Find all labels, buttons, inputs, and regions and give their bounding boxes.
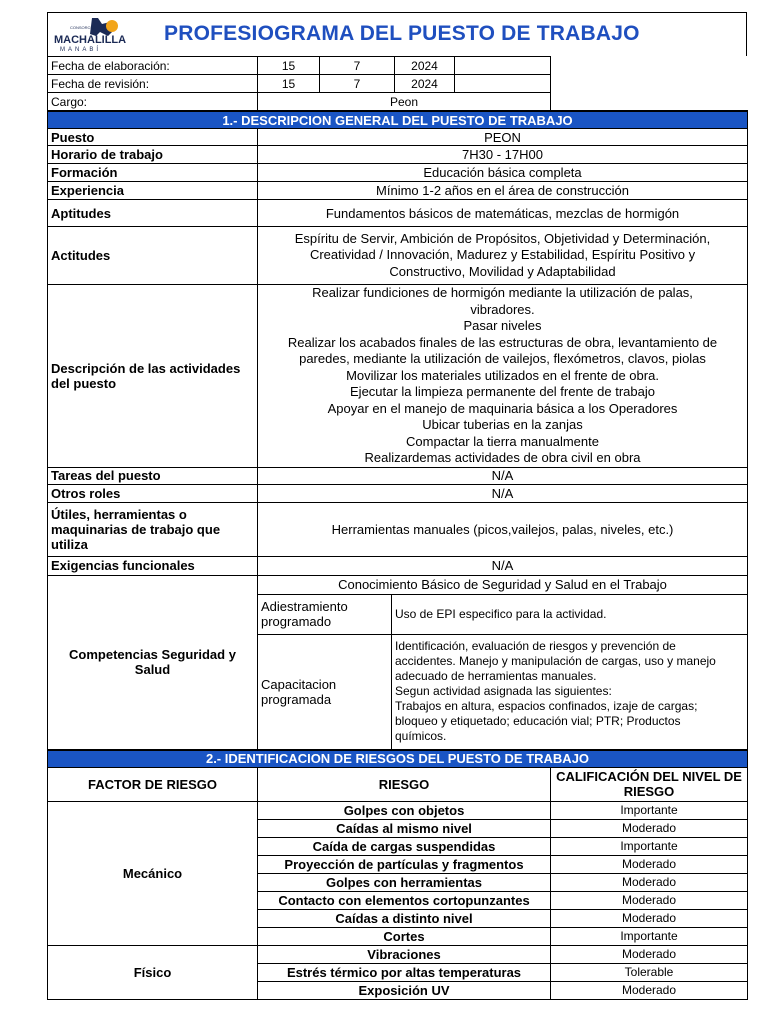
- tareas-label: Tareas del puesto: [48, 467, 258, 484]
- section1-title: 1.- DESCRIPCION GENERAL DEL PUESTO DE TRABAJO: [48, 112, 748, 129]
- elaboracion-year: 2024: [395, 57, 455, 75]
- risk-level: Importante: [551, 837, 748, 855]
- aptitudes-label: Aptitudes: [48, 200, 258, 227]
- risk-level: Moderado: [551, 819, 748, 837]
- risk-name: Caídas a distinto nivel: [258, 909, 551, 927]
- competencias-label: Competencias Seguridad y Salud: [48, 575, 258, 749]
- col-calificacion: CALIFICACIÓN DEL NIVEL DE RIESGO: [551, 767, 748, 801]
- descripcion-label: Descripción de las actividades del puesto: [48, 285, 258, 468]
- risk-level: Moderado: [551, 909, 748, 927]
- capacitacion-label: Capacitacion programada: [258, 634, 392, 749]
- col-factor: FACTOR DE RIESGO: [48, 767, 258, 801]
- actitudes-label: Actitudes: [48, 227, 258, 285]
- revision-label: Fecha de revisión:: [48, 75, 258, 93]
- risk-name: Proyección de partículas y fragmentos: [258, 855, 551, 873]
- description-table: [47, 111, 748, 750]
- risk-level: Tolerable: [551, 963, 748, 981]
- risk-level: Moderado: [551, 873, 748, 891]
- experiencia-label: Experiencia: [48, 182, 258, 200]
- revision-day: 15: [258, 75, 320, 93]
- table-row: [48, 945, 748, 963]
- elaboracion-label: Fecha de elaboración:: [48, 57, 258, 75]
- svg-text:MANABÍ: MANABÍ: [60, 47, 102, 53]
- tareas-value: N/A: [258, 467, 748, 484]
- elaboracion-row: [48, 57, 748, 75]
- risk-level: Moderado: [551, 981, 748, 999]
- otros-label: Otros roles: [48, 484, 258, 502]
- adiestramiento-value: Uso de EPI especifico para la actividad.: [392, 594, 748, 634]
- puesto-value: PEON: [258, 129, 748, 146]
- risk-name: Vibraciones: [258, 945, 551, 963]
- risk-level: Importante: [551, 801, 748, 819]
- horario-value: 7H30 - 17H00: [258, 146, 748, 164]
- otros-value: N/A: [258, 484, 748, 502]
- risk-level: Moderado: [551, 855, 748, 873]
- profesiograma-sheet: [47, 12, 747, 1000]
- revision-month: 7: [320, 75, 395, 93]
- descripcion-value: Realizar fundiciones de hormigón mediante la utilización de palas, vibradores. Pasar niveles Realizar los acabados finales de las estructuras de obra, levantamiento de paredes, mediante la utilización de vailejos, flexómetros, clavos, piolas Movilizar los materiales utilizados en el frente de obra. Ejecutar la limpieza permanente del frente de trabajo Apoyar en el manejo de maquinaria básica a los Operadores Ubicar tuberias en la zanjas Compactar la tierra manualmente Realizardemas actividades de obra civil en obra: [258, 285, 748, 468]
- document-header: [47, 12, 747, 56]
- table-row: [48, 801, 748, 819]
- svg-text:CONSORCIO: CONSORCIO: [70, 25, 95, 30]
- revision-year: 2024: [395, 75, 455, 93]
- risk-name: Golpes con herramientas: [258, 873, 551, 891]
- actitudes-value: Espíritu de Servir, Ambición de Propósitos, Objetividad y Determinación, Creatividad / Innovación, Madurez y Estabilidad, Espíritu Positivo y Constructivo, Movilidad y Adaptabilidad: [258, 227, 748, 285]
- risk-name: Caída de cargas suspendidas: [258, 837, 551, 855]
- utiles-label: Útiles, herramientas o maquinarias de trabajo que utiliza: [48, 502, 258, 556]
- experiencia-value: Mínimo 1-2 años en el área de construcción: [258, 182, 748, 200]
- svg-text:MACHALILLA: MACHALILLA: [54, 34, 126, 46]
- risk-level: Importante: [551, 927, 748, 945]
- exigencias-value: N/A: [258, 556, 748, 575]
- cargo-label: Cargo:: [48, 93, 258, 111]
- mecanico-factor: Mecánico: [48, 801, 258, 945]
- risk-name: Exposición UV: [258, 981, 551, 999]
- risk-name: Golpes con objetos: [258, 801, 551, 819]
- competencias-top: Conocimiento Básico de Seguridad y Salud en el Trabajo: [258, 575, 748, 594]
- capacitacion-value: Identificación, evaluación de riesgos y prevención de accidentes. Manejo y manipulación de cargas, uso y manejo adecuado de herramientas manuales. Segun actividad asignada las siguientes: Trabajos en altura, espacios confinados, izaje de cargas; bloqueo y etiquetado; educación vial; PTR; Productos químicos.: [392, 634, 748, 749]
- dates-table: [47, 56, 748, 111]
- elaboracion-month: 7: [320, 57, 395, 75]
- cargo-value: Peon: [258, 93, 551, 111]
- risk-name: Estrés térmico por altas temperaturas: [258, 963, 551, 981]
- elaboracion-day: 15: [258, 57, 320, 75]
- risk-name: Caídas al mismo nivel: [258, 819, 551, 837]
- aptitudes-value: Fundamentos básicos de matemáticas, mezclas de hormigón: [258, 200, 748, 227]
- formacion-label: Formación: [48, 164, 258, 182]
- formacion-value: Educación básica completa: [258, 164, 748, 182]
- utiles-value: Herramientas manuales (picos,vailejos, palas, niveles, etc.): [258, 502, 748, 556]
- horario-label: Horario de trabajo: [48, 146, 258, 164]
- risk-level: Moderado: [551, 945, 748, 963]
- risk-level: Moderado: [551, 891, 748, 909]
- exigencias-label: Exigencias funcionales: [48, 556, 258, 575]
- puesto-label: Puesto: [48, 129, 258, 146]
- section2-title: 2.- IDENTIFICACION DE RIESGOS DEL PUESTO DE TRABAJO: [48, 750, 748, 767]
- risk-name: Cortes: [258, 927, 551, 945]
- page-title: PROFESIOGRAMA DEL PUESTO DE TRABAJO: [164, 22, 640, 45]
- company-logo: [52, 16, 126, 54]
- fisico-factor: Físico: [48, 945, 258, 999]
- col-riesgo: RIESGO: [258, 767, 551, 801]
- risk-table: [47, 750, 748, 1000]
- adiestramiento-label: Adiestramiento programado: [258, 594, 392, 634]
- risk-name: Contacto con elementos cortopunzantes: [258, 891, 551, 909]
